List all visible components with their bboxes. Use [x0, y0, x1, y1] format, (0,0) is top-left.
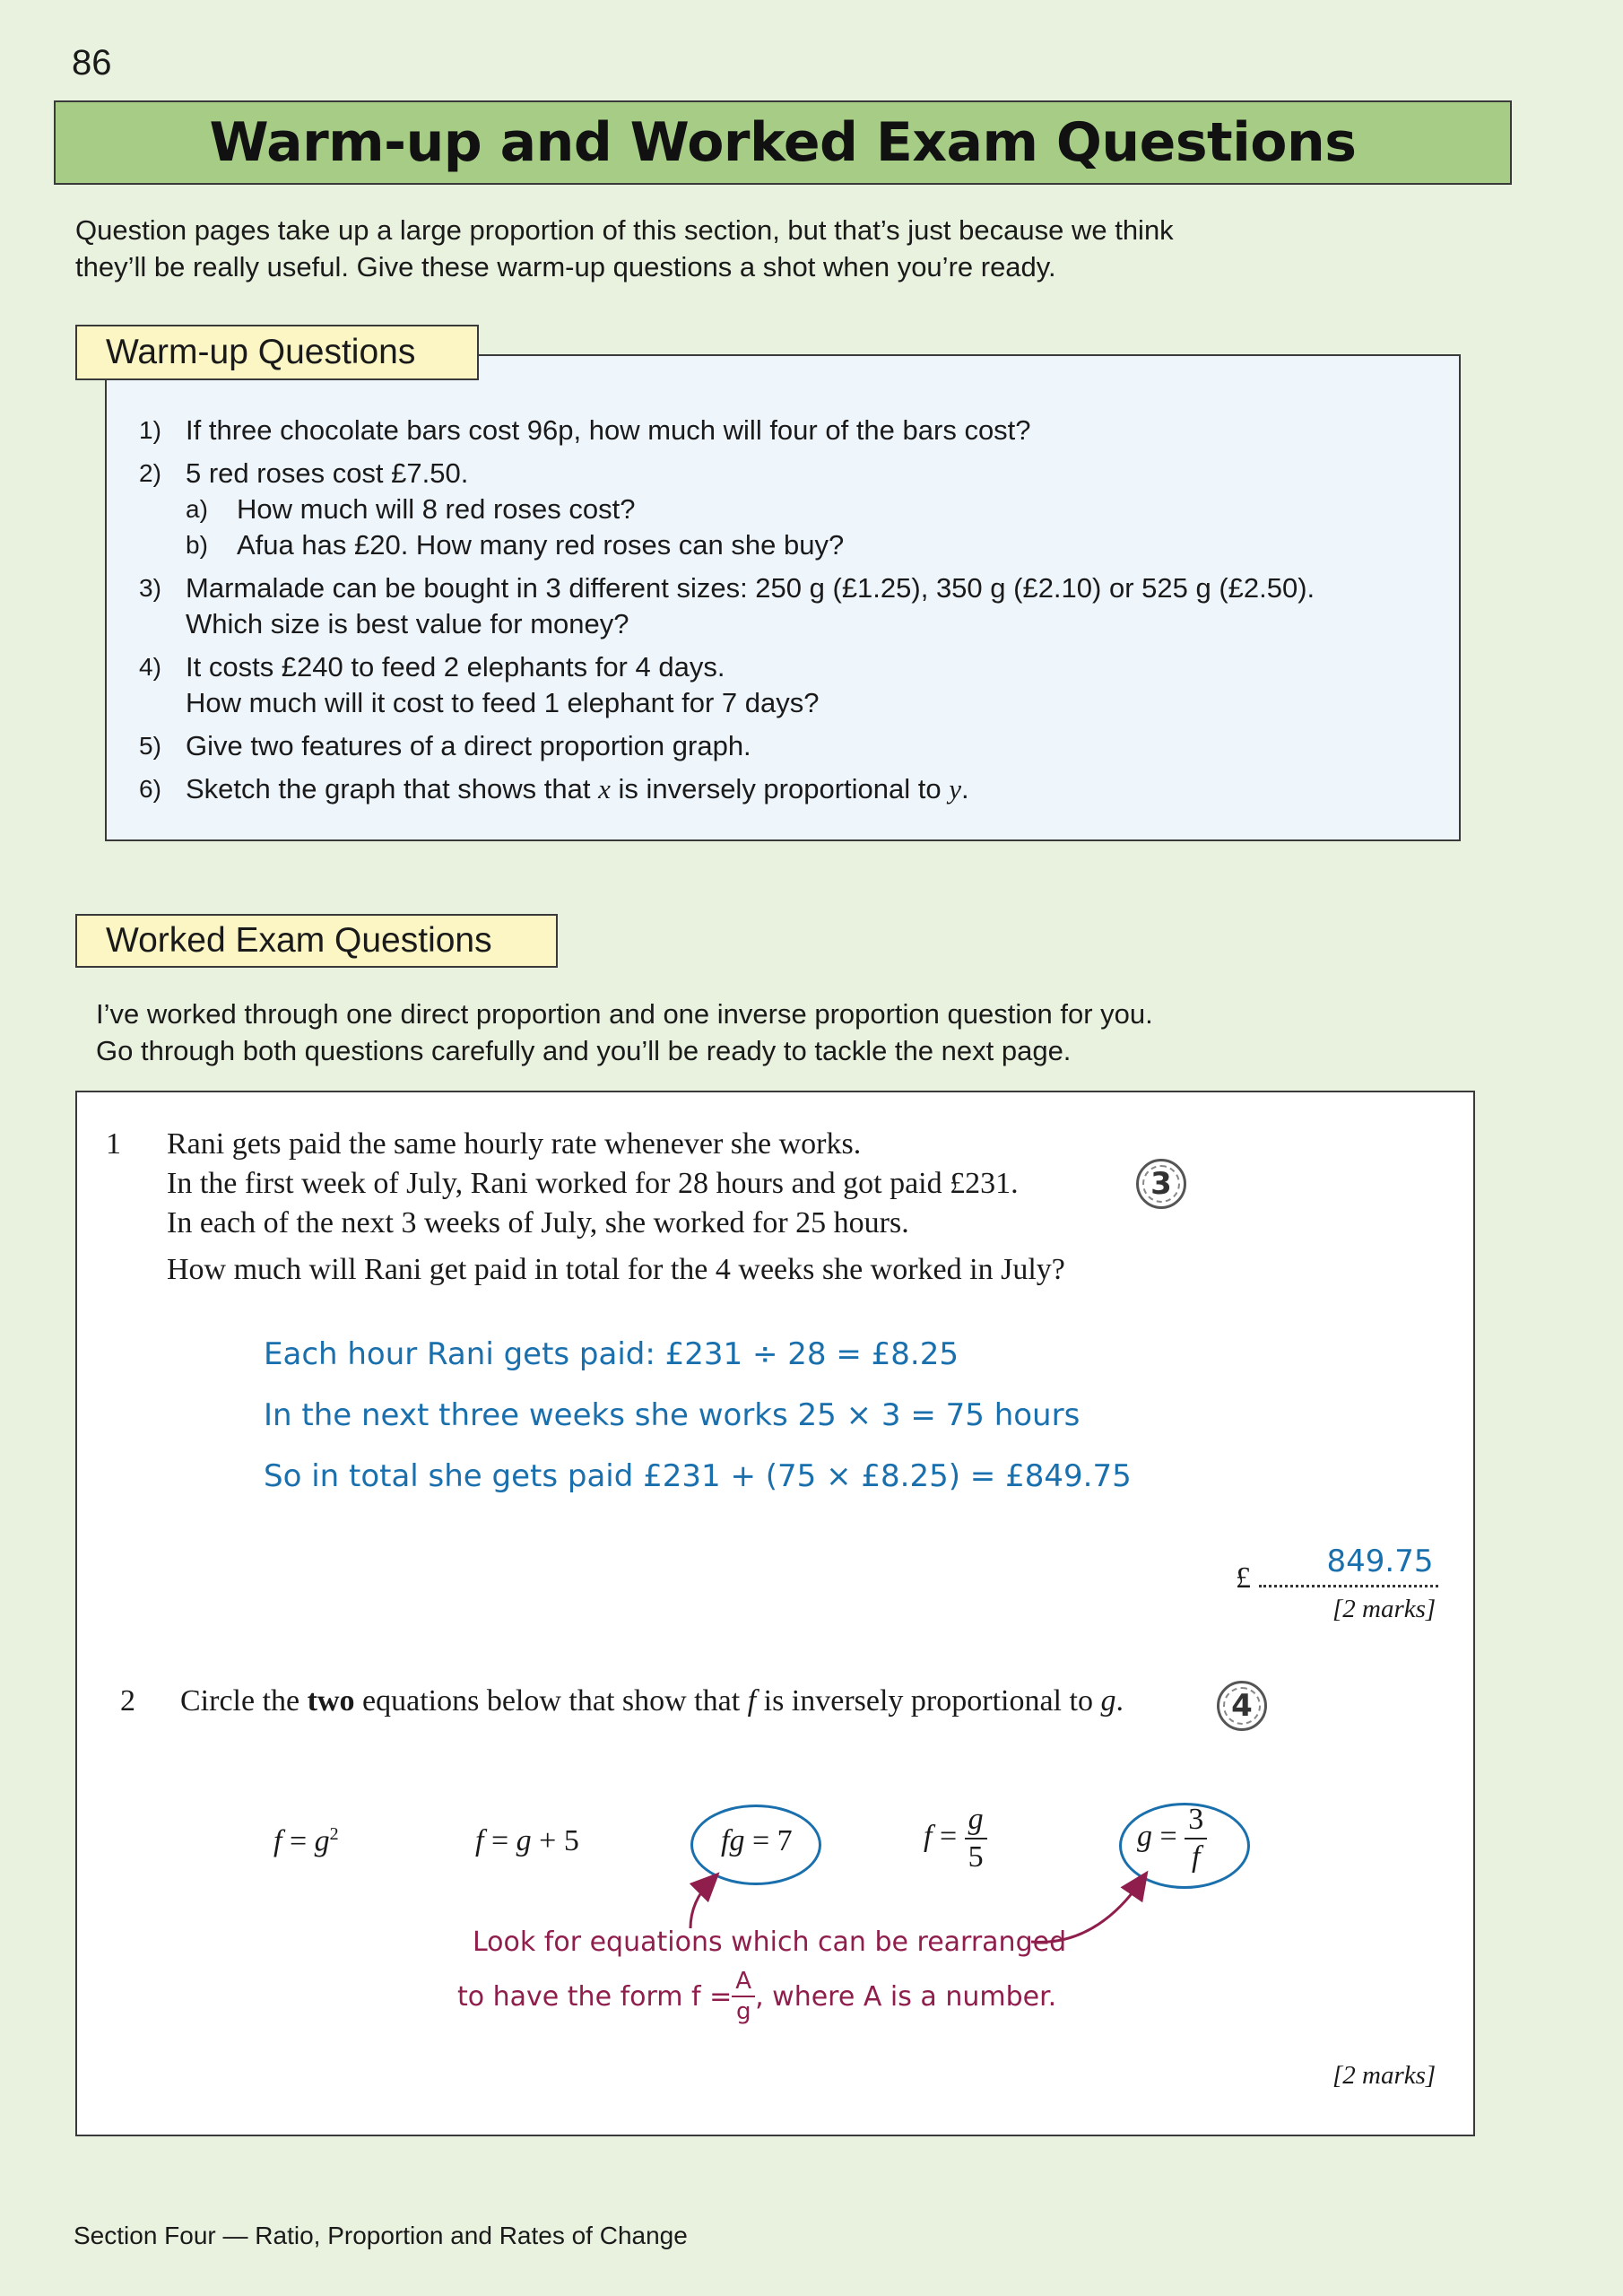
page-number: 86 — [72, 43, 112, 83]
hint-text-part: , where A is a number. — [755, 1980, 1057, 2013]
solution-line: In the next three weeks she works 25 × 3 = 75 hours — [264, 1397, 1081, 1433]
question-text: Which size is best value for money? — [186, 608, 629, 639]
sub-question-letter: b) — [186, 531, 208, 559]
question-line: In each of the next 3 weeks of July, she worked for 25 hours. — [167, 1206, 909, 1239]
arrow-to-fg-equation — [690, 1882, 710, 1928]
variable-g: g — [1100, 1684, 1116, 1718]
variable-x: x — [598, 773, 611, 804]
marks-label: [2 marks] — [1332, 1595, 1436, 1623]
eq-part: = — [932, 1819, 965, 1853]
eq-part: g — [314, 1824, 330, 1858]
intro-line: they’ll be really useful. Give these warm-up questions a shot when you’re ready. — [75, 251, 1056, 283]
question-text: Give two features of a direct proportion graph. — [186, 730, 751, 761]
solution-line: Each hour Rani gets paid: £231 ÷ 28 = £8.25 — [264, 1336, 959, 1372]
eq-part: = — [282, 1824, 315, 1858]
solution-line: So in total she gets paid £231 + (75 × £8.25) = £849.75 — [264, 1458, 1132, 1494]
fraction-denominator: 5 — [968, 1840, 984, 1874]
question-text-part: is inversely proportional to — [610, 773, 950, 804]
question-text: 5 red roses cost £7.50. — [186, 457, 469, 489]
eq-part: f — [924, 1819, 933, 1853]
marks-label: [2 marks] — [1332, 2061, 1436, 2090]
currency-symbol: £ — [1236, 1561, 1251, 1595]
question-text-part: equations below that show that — [354, 1684, 748, 1718]
eq-part: = — [1152, 1819, 1185, 1853]
hint-line — [457, 1970, 1056, 2023]
warmup-heading: Warm-up Questions — [75, 325, 479, 380]
eq-part: = — [483, 1824, 516, 1857]
grade-number: 4 — [1231, 1688, 1253, 1724]
fraction-numerator: g — [965, 1805, 987, 1839]
eq-part: + 5 — [531, 1824, 579, 1857]
eq-part: g — [1137, 1819, 1152, 1853]
eq-part: = 7 — [744, 1824, 793, 1857]
question-text-part: is inversely proportional to — [756, 1684, 1101, 1718]
intro-line: Question pages take up a large proportion of this section, but that’s just because we think — [75, 214, 1174, 246]
question-number: 6) — [139, 775, 161, 803]
question-number: 1 — [106, 1127, 121, 1161]
hint-line: Look for equations which can be rearranged — [473, 1926, 1067, 1958]
question-text: It costs £240 to feed 2 elephants for 4 days. — [186, 651, 725, 683]
variable-y: y — [949, 773, 961, 804]
page-title: Warm-up and Worked Exam Questions — [209, 111, 1357, 174]
question-number: 4) — [139, 653, 161, 681]
question-number: 5) — [139, 732, 161, 760]
answer-value: 849.75 — [1326, 1544, 1434, 1579]
grade-number: 3 — [1150, 1166, 1172, 1202]
hint-fraction — [732, 1970, 755, 2023]
question-number: 2 — [120, 1684, 135, 1718]
worked-intro-line: I’ve worked through one direct proportion and one inverse proportion question for you. — [96, 998, 1153, 1030]
question-number: 1) — [139, 416, 161, 444]
question-number: 2) — [139, 459, 161, 487]
question-text: How much will it cost to feed 1 elephant for 7 days? — [186, 687, 820, 718]
worked-intro-line: Go through both questions carefully and you’ll be ready to tackle the next page. — [96, 1035, 1072, 1066]
question-text-part: Circle the — [180, 1684, 308, 1718]
sub-question-letter: a) — [186, 495, 208, 523]
eq-part: f — [273, 1824, 282, 1858]
question-text: Marmalade can be bought in 3 different sizes: 250 g (£1.25), 350 g (£2.10) or 525 g (£2.50). — [186, 572, 1315, 604]
eq-part: f — [475, 1824, 484, 1857]
hint-text-part: to have the form f = — [457, 1980, 733, 2013]
question-text-part: . — [1115, 1684, 1124, 1718]
eq-exponent: 2 — [329, 1824, 339, 1844]
sub-question-text: How much will 8 red roses cost? — [237, 493, 636, 525]
question-text: If three chocolate bars cost 96p, how much will four of the bars cost? — [186, 414, 1031, 446]
fraction-denominator: f — [1191, 1840, 1201, 1874]
question-line: How much will Rani get paid in total for the 4 weeks she worked in July? — [167, 1253, 1065, 1286]
question-number: 3) — [139, 574, 161, 602]
question-line: In the first week of July, Rani worked for 28 hours and got paid £231. — [167, 1167, 1019, 1200]
question-text-part: Sketch the graph that shows that — [186, 773, 599, 804]
sub-question-text: Afua has £20. How many red roses can she buy? — [237, 529, 845, 561]
variable-f: f — [747, 1684, 757, 1718]
question-text-bold: two — [307, 1684, 355, 1718]
fraction-numerator: A — [732, 1970, 755, 1997]
eq-part: g — [516, 1824, 532, 1857]
eq-part: fg — [721, 1824, 745, 1857]
fraction-numerator: 3 — [1185, 1805, 1207, 1839]
page-footer: Section Four — Ratio, Proportion and Rates of Change — [74, 2222, 688, 2249]
question-line: Rani gets paid the same hourly rate whenever she works. — [167, 1127, 862, 1161]
question-text-part: . — [961, 773, 969, 804]
worked-heading: Worked Exam Questions — [75, 914, 558, 968]
fraction-denominator: g — [735, 1998, 751, 2025]
